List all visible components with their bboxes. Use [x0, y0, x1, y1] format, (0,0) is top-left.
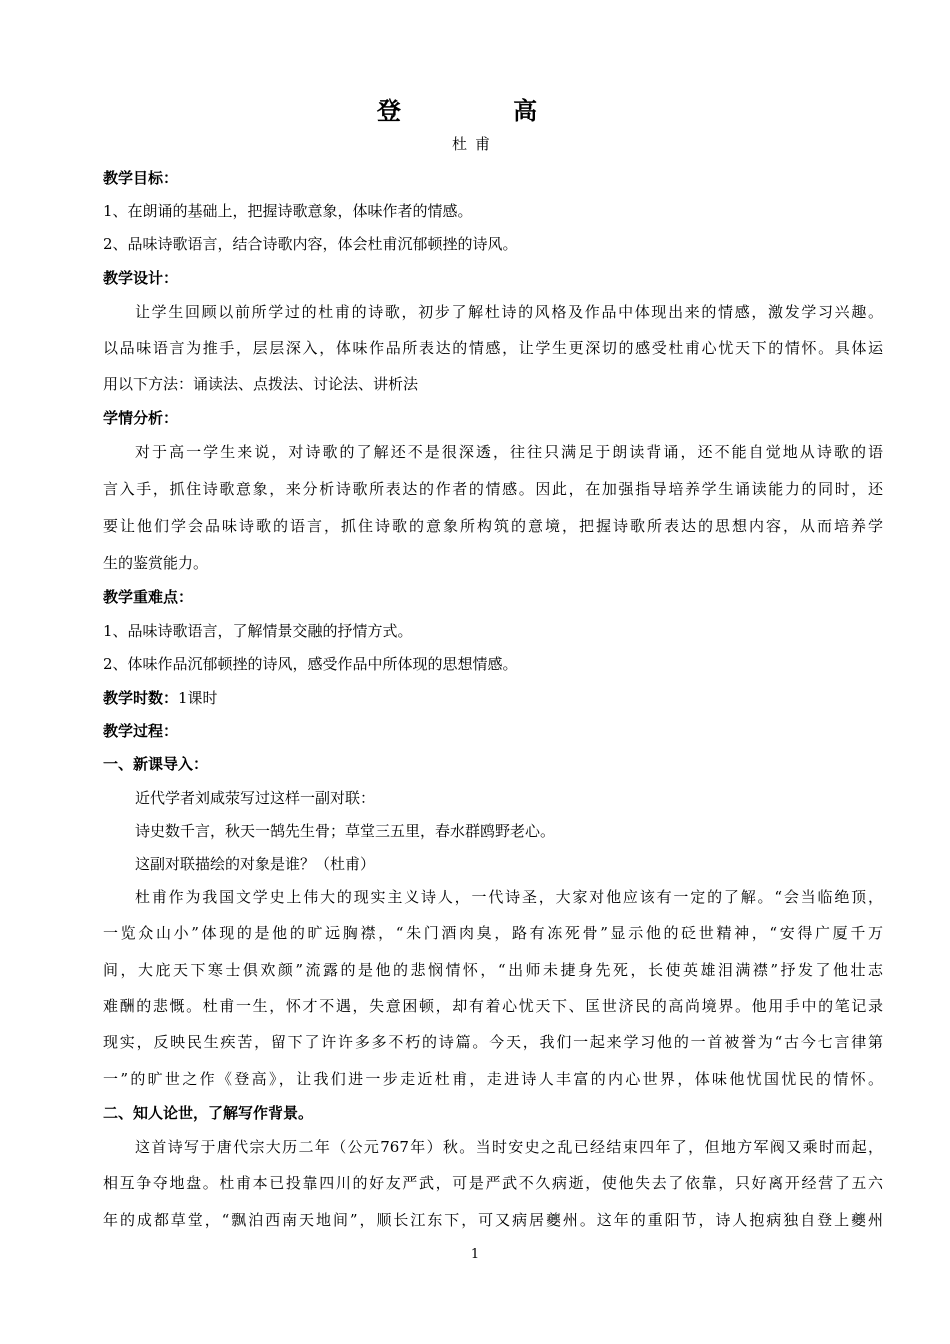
text-line: [135, 788, 883, 808]
line-text: 诗史数千言，秋天一鹄先生骨；草堂三五里，春水群鸥野老心。: [135, 822, 556, 840]
section-heading: [103, 1103, 883, 1123]
text-line: [103, 201, 883, 221]
text-line: [103, 1032, 883, 1052]
line-text: 教学目标：: [103, 169, 179, 187]
line-text: 对于高一学生来说，对诗歌的了解还不是很深透，往往只满足于朗读背诵，还不能自觉地从诗歌的语: [135, 443, 883, 461]
section-heading: [103, 587, 883, 607]
text-line: [103, 960, 883, 980]
line-text: 1课时: [178, 689, 218, 707]
text-line: [103, 479, 883, 499]
line-text: 教学过程：: [103, 722, 179, 740]
line-text: 间，大庇天下寒士俱欢颜”流露的是他的悲悯情怀，“出师未捷身先死，长使英雄泪满襟”抒发了他壮志: [103, 961, 883, 979]
page-number: 1: [470, 1247, 480, 1262]
page-title: 登 高: [376, 97, 590, 125]
text-line: [103, 1173, 883, 1193]
text-line: [103, 1210, 883, 1230]
text-line: [103, 234, 883, 254]
text-line: [103, 374, 883, 394]
line-text: 这副对联描绘的对象是谁？（杜甫）: [135, 855, 376, 873]
line-text: 言入手，抓住诗歌意象，来分析诗歌所表达的作者的情感。因此，在加强指导培养学生诵读能力的同时，还: [103, 480, 883, 498]
line-text: 二、知人论世，了解写作背景。: [103, 1104, 314, 1122]
text-line: [135, 302, 883, 322]
line-text: 这首诗写于唐代宗大历二年（公元767年）秋。当时安史之乱已经结束四年了，但地方军阀又乘时而起，: [135, 1138, 883, 1156]
text-line: [103, 688, 883, 708]
line-text: 2、体味作品沉郁顿挫的诗风，感受作品中所体现的思想情感。: [103, 655, 518, 673]
section-heading: [103, 721, 883, 741]
text-line: [103, 923, 883, 943]
line-text: 学情分析：: [103, 409, 179, 427]
line-text: 一览众山小”体现的是他的旷远胸襟，“朱门酒肉臭，路有冻死骨”显示他的砭世精神，“安得广厦千万: [103, 924, 883, 942]
line-text: 难酬的悲慨。杜甫一生，怀才不遇，失意困顿，却有着心忧天下、匡世济民的高尚境界。他用手中的笔记录: [103, 997, 883, 1015]
text-line: [103, 553, 883, 573]
text-line: [103, 621, 883, 641]
line-text: 用以下方法：诵读法、点拨法、讨论法、讲析法: [103, 375, 419, 393]
line-text: 2、品味诗歌语言，结合诗歌内容，体会杜甫沉郁顿挫的诗风。: [103, 235, 518, 253]
text-line: [103, 654, 883, 674]
section-heading: [103, 408, 883, 428]
line-text: 近代学者刘咸荥写过这样一副对联：: [135, 789, 376, 807]
line-text: 一”的旷世之作《登高》，让我们进一步走近杜甫，走进诗人丰富的内心世界，体味他忧国忧民的情怀。: [103, 1070, 883, 1088]
text-line: [135, 1137, 883, 1157]
section-heading: [103, 754, 883, 774]
line-text: 杜甫作为我国文学史上伟大的现实主义诗人，一代诗圣，大家对他应该有一定的了解。“会当临绝顶，: [135, 888, 883, 906]
text-line: [103, 1069, 883, 1089]
author-name: 杜甫: [451, 135, 498, 153]
text-line: [135, 821, 883, 841]
line-text: 让学生回顾以前所学过的杜甫的诗歌，初步了解杜诗的风格及作品中体现出来的情感，激发学习兴趣。: [135, 303, 883, 321]
inline-label: 教学时数：: [103, 689, 179, 707]
text-line: [135, 442, 883, 462]
line-text: 以品味语言为推手，层层深入，体味作品所表达的情感，让学生更深切的感受杜甫心忧天下的情怀。具体运: [103, 339, 883, 357]
line-text: 相互争夺地盘。杜甫本已投靠四川的好友严武，可是严武不久病逝，使他失去了依靠，只好离开经营了五六: [103, 1174, 883, 1192]
text-line: [135, 854, 883, 874]
line-text: 年的成都草堂，“飘泊西南天地间”，顺长江东下，可又病居夔州。这年的重阳节，诗人抱病独自登上夔州: [103, 1211, 883, 1229]
line-text: 1、品味诗歌语言，了解情景交融的抒情方式。: [103, 622, 413, 640]
line-text: 一、新课导入：: [103, 755, 209, 773]
line-text: 教学设计：: [103, 269, 179, 287]
text-line: [103, 338, 883, 358]
line-text: 现实，反映民生疾苦，留下了许许多多不朽的诗篇。今天，我们一起来学习他的一首被誉为“古今七言律第: [103, 1033, 883, 1051]
section-heading: [103, 168, 883, 188]
section-heading: [103, 268, 883, 288]
text-line: [103, 996, 883, 1016]
text-line: [135, 887, 883, 907]
line-text: 教学重难点：: [103, 588, 194, 606]
line-text: 1、在朗诵的基础上，把握诗歌意象，体味作者的情感。: [103, 202, 473, 220]
text-line: [103, 516, 883, 536]
line-text: 要让他们学会品味诗歌的语言，抓住诗歌的意象所构筑的意境，把握诗歌所表达的思想内容，从而培养学: [103, 517, 883, 535]
line-text: 生的鉴赏能力。: [103, 554, 209, 572]
